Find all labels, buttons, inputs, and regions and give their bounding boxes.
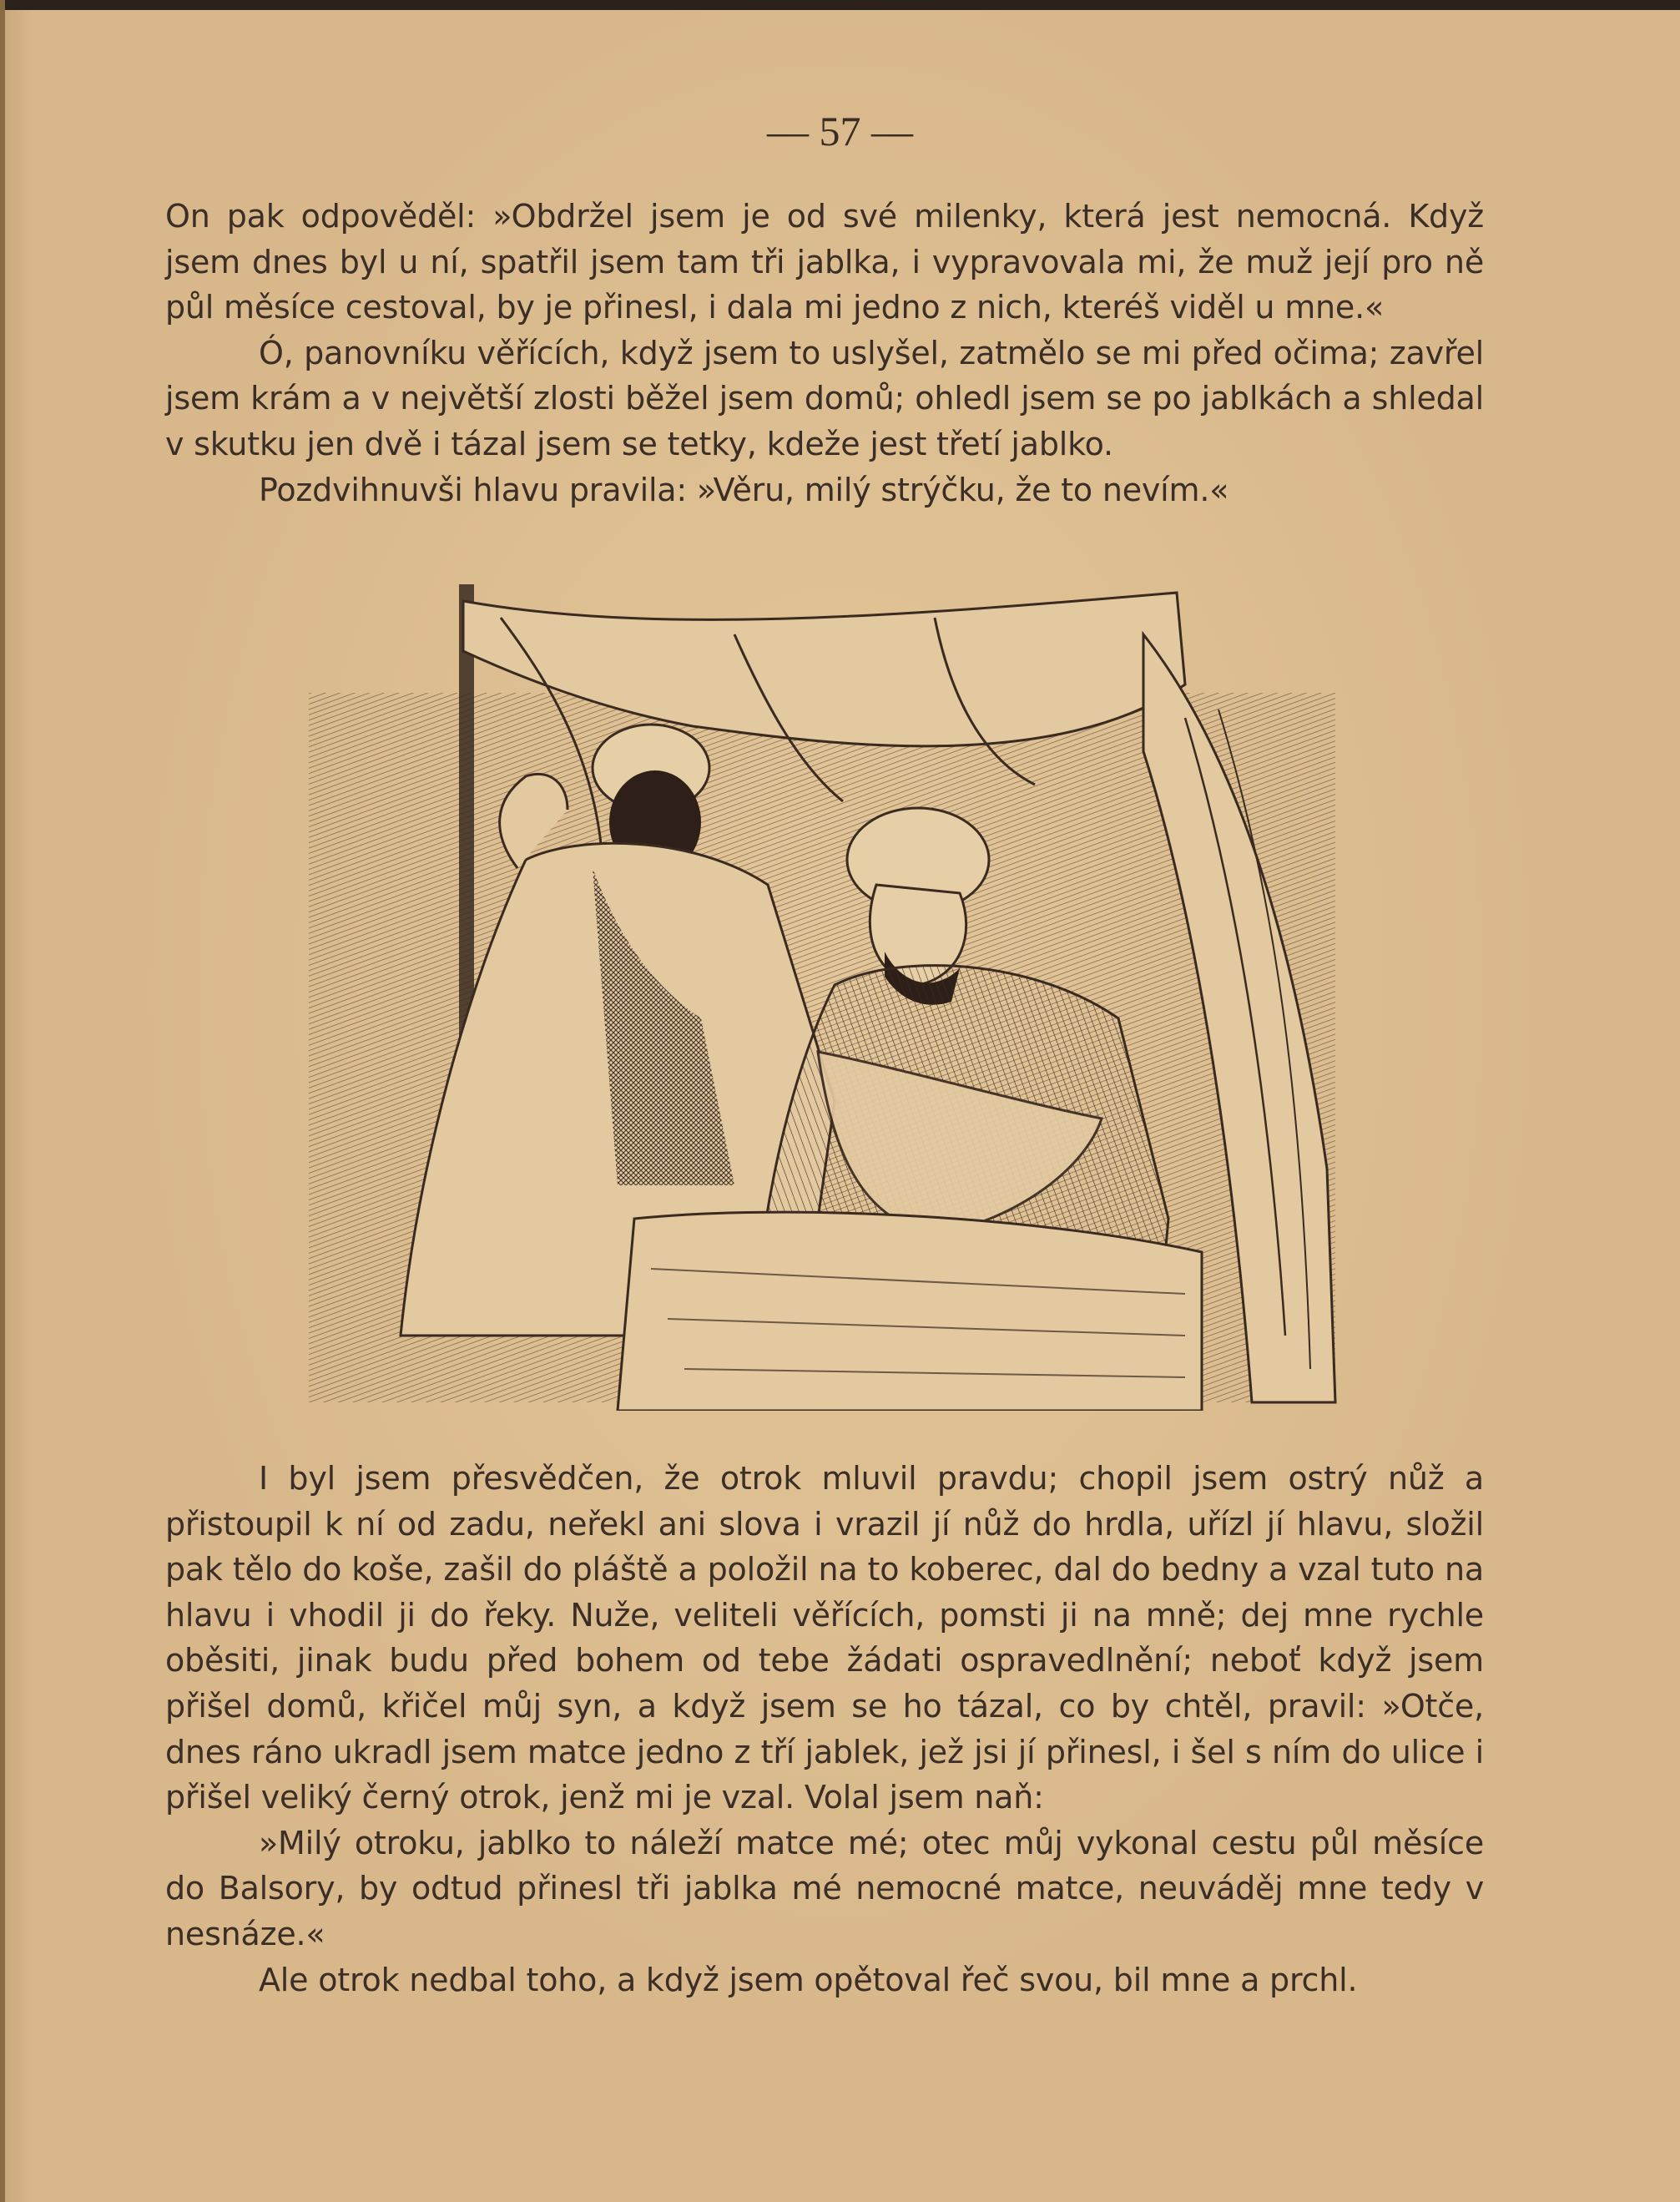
- page-number: — 57 —: [767, 108, 913, 154]
- paragraph: On pak odpověděl: »Obdržel jsem je od své milenky, která jest nemocná. Když jsem dnes byl u ní, spatřil jsem tam tři jablka, i vypravovala mi, že muž její pro ně půl měsíce cestoval, by je přinesl, i dala mi jedno z nich, kteréš viděl u mne.«: [165, 198, 1484, 326]
- paragraph: Ale otrok nedbal toho, a když jsem opětoval řeč svou, bil mne a prchl.: [259, 1961, 1358, 1998]
- engraving-illustration-icon: [300, 584, 1344, 1411]
- paragraph: Pozdvihnuvši hlavu pravila: »Věru, milý strýčku, že to nevím.«: [259, 471, 1229, 508]
- page-top-edge: [0, 0, 1680, 10]
- page-binding-edge: [0, 0, 5, 2202]
- paragraph-quote: »Milý otroku, jablko to náleží matce mé; otec můj vykonal cestu půl měsíce do Balsory, by odtud přinesl tři jablka mé nemocné matce, neuváděj mne tedy v nesnáze.«: [165, 1824, 1484, 1952]
- text-block-before-illustration: [165, 194, 1484, 513]
- paragraph: Ó, panovníku věřících, když jsem to uslyšel, zatmělo se mi před očima; zavřel jsem krám a v největší zlosti běžel jsem domů; ohledl jsem se po jablkách a shledal v skutku jen dvě i tázal jsem se tetky, kdeže jest třetí jablko.: [165, 334, 1484, 462]
- engraving-illustration: [300, 584, 1344, 1411]
- paragraph: I byl jsem přesvědčen, že otrok mluvil pravdu; chopil jsem ostrý nůž a přistoupil k ní od zadu, neřekl ani slova i vrazil jí nůž do hrdla, uřízl jí hlavu, složil pak tělo do koše, zašil do pláště a položil na to koberec, dal do bedny a vzal tuto na hlavu i vhodil ji do řeky. Nuže, veliteli věřících, pomsti ji na mně; dej mne rychle oběsiti, jinak budu před bohem od tebe žádati ospravedlnění; neboť když jsem přišel domů, křičel můj syn, a když jsem se ho tázal, co by chtěl, pravil: »Otče, dnes ráno ukradl jsem matce jedno z tří jablek, jež jsi jí přinesl, i šel s ním do ulice i přišel veliký černý otrok, jenž mi je vzal. Volal jsem naň:: [165, 1460, 1484, 1816]
- text-block-after-illustration: [165, 1456, 1484, 2003]
